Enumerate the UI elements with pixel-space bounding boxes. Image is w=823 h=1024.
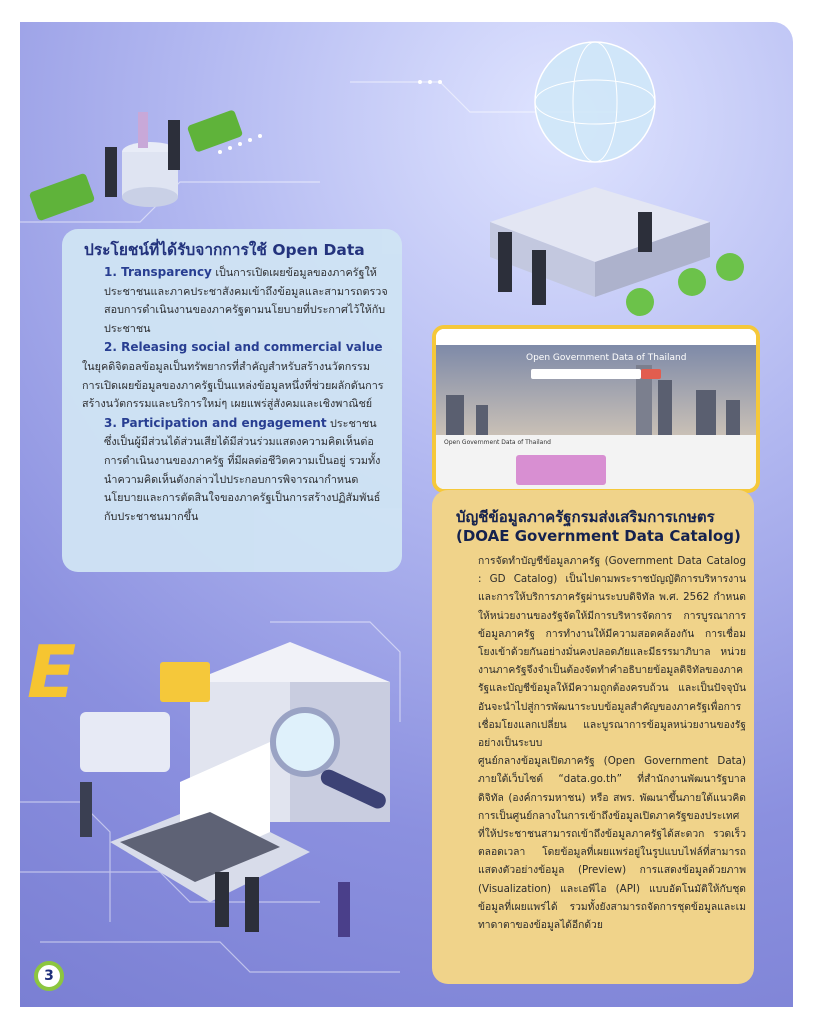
- website-section-label: Open Government Data of Thailand: [444, 439, 551, 446]
- benefit-item-3: [82, 414, 388, 527]
- benefit-3-text: ประชาชนซึ่งเป็นผู้มีส่วนได้ส่วนเสียได้มีส่วนร่วมแสดงความคิดเห็นต่อการดำเนินงานของภาครัฐ ที่มีผลต่อชีวิตความเป็นอยู่ รวมทั้งนำความคิดเห็นดังกล่าวไปประกอบการพิจารณากำหนดนโยบายและการตัดสินใจของภาครัฐเป็นการสร้างปฏิสัมพันธ์กับประชาชนมากขึ้น: [104, 416, 381, 523]
- benefit-2-heading: 2. Releasing social and commercial value: [104, 340, 383, 355]
- catalog-panel: [432, 490, 754, 984]
- benefit-1-heading: 1. Transparency: [104, 265, 212, 279]
- benefits-title: ประโยชน์ที่ได้รับจากการใช้ Open Data: [84, 241, 365, 259]
- benefit-item-2-heading-line: [82, 338, 388, 358]
- catalog-title-line-1: บัญชีข้อมูลภาครัฐกรมส่งเสริมการเกษตร: [456, 508, 715, 526]
- website-nav: [436, 329, 756, 346]
- page-number: 3: [34, 961, 64, 991]
- decor-letter-e: E: [27, 630, 77, 714]
- catalog-title-line-2: (DOAE Government Data Catalog): [456, 527, 741, 545]
- catalog-paragraph-1: การจัดทำบัญชีข้อมูลภาครัฐ (Government Data Catalog : GD Catalog) เป็นไปตามพระราชบัญญัติการบริหารงานและการให้บริการภาครัฐผ่านระบบดิจิทัล พ.ศ. 2562 กำหนดให้หน่วยงานของรัฐจัดให้มีการบริหารจัดการ การบูรณาการข้อมูลภาครัฐ การทำงานให้มีความสอดคล้องกัน การเชื่อมโยงเข้าด้วยกันอย่างมั่นคงปลอดภัยและมีธรรมาภิบาล หน่วยงานภาครัฐจึงจำเป็นต้องจัดทำคำอธิบายข้อมูลดิจิทัลของภาครัฐและบัญชีข้อมูลให้มีความถูกต้องครบถ้วน และเป็นปัจจุบันอันจะนำไปสู่การพัฒนาระบบข้อมูลสำคัญของภาครัฐเพื่อการเชื่อมโยงแลกเปลี่ยน และบูรณาการข้อมูลหน่วยงานของรัฐอย่างเป็นระบบ: [478, 555, 746, 750]
- website-lower-section: [436, 435, 756, 489]
- benefits-panel: [62, 229, 402, 572]
- catalog-paragraph-2: ศูนย์กลางข้อมูลเปิดภาครัฐ (Open Government Data) ภายใต้เว็บไซต์ “data.go.th” ที่สำนักงานพัฒนารัฐบาลดิจิทัล (องค์การมหาชน) หรือ สพร. พัฒนาขึ้นภายใต้แนวคิดการเป็นศูนย์กลางในการเข้าถึงข้อมูลเปิดภาครัฐของประเทศที่ให้ประชาชนสามารถเข้าถึงข้อมูลภาครัฐได้สะดวก รวดเร็วตลอดเวลา โดยข้อมูลที่เผยแพร่อยู่ในรูปแบบไฟล์ที่สามารถแสดงตัวอย่างข้อมูล (Preview) การแสดงข้อมูลด้วยภาพ (Visualization) และเอพีไอ (API) แบบอัตโนมัติให้กับชุดข้อมูลที่เผยแพร่ได้ รวมทั้งยังสามารถจัดการชุดข้อมูลและเมทาดาตาของข้อมูลได้อีกด้วย: [478, 755, 746, 932]
- website-hero-title: Open Government Data of Thailand: [526, 353, 687, 363]
- benefits-body: [82, 263, 388, 526]
- benefit-2-text: ในยุคดิจิตอลข้อมูลเป็นทรัพยากรที่สำคัญสำหรับสร้างนวัตกรรม การเปิดเผยข้อมูลของภาครัฐเป็นแหล่งข้อมูลหนึ่งที่ช่วยผลักดันการสร้างนวัตกรรมและบริการใหม่ๆ เผยแพร่สู่สังคมและเชิงพาณิชย์: [82, 359, 384, 411]
- website-banner: [516, 455, 606, 485]
- website-search-field: [531, 369, 641, 379]
- catalog-body: [456, 552, 746, 934]
- benefit-1-text: เป็นการเปิดเผยข้อมูลของภาครัฐให้ประชาชนและภาคประชาสังคมเข้าถึงข้อมูลและสามารถตรวจสอบการดำเนินงานของภาครัฐตามนโยบายที่ประกาศไว้ให้กับประชาชน: [104, 266, 388, 335]
- website-search-button: [641, 369, 661, 379]
- catalog-title: [456, 508, 746, 546]
- website-screenshot: [432, 325, 760, 493]
- benefit-item-1: [82, 263, 388, 338]
- benefit-3-heading: 3. Participation and engagement: [104, 415, 327, 430]
